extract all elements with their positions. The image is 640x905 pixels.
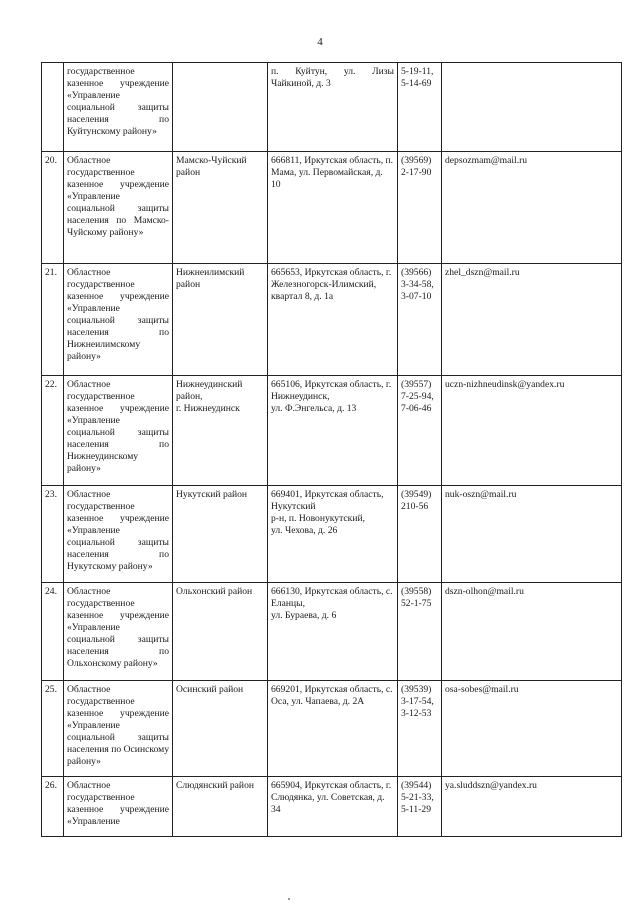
table-row <box>42 681 622 777</box>
institution-name: Областное государственное казенное учреждение «Управление социальной защиты населения по Мамско-Чуйскому району» <box>64 152 173 264</box>
institution-name: Областное государственное казенное учреждение «Управление социальной защиты населения по Нижнеилимскому району» <box>64 264 173 376</box>
phone: (39549) 210-56 <box>398 486 442 583</box>
table-row <box>42 777 622 837</box>
district-name: Слюдянский район <box>173 777 268 837</box>
district-name: Осинский район <box>173 681 268 777</box>
row-number: 24. <box>42 583 64 681</box>
phone: (39558) 52-1-75 <box>398 583 442 681</box>
phone: (39539) 3-17-54, 3-12-53 <box>398 681 442 777</box>
district-name: Нижнеилимский район <box>173 264 268 376</box>
table-row <box>42 376 622 486</box>
address: 665653, Иркутская область, г. Железногорск-Илимский, квартал 8, д. 1а <box>268 264 398 376</box>
row-number: 25. <box>42 681 64 777</box>
phone: (39569) 2-17-90 <box>398 152 442 264</box>
row-number: 20. <box>42 152 64 264</box>
institutions-table <box>41 62 622 837</box>
email: osa-sobes@mail.ru <box>442 681 622 777</box>
address: 665904, Иркутская область, г. Слюдянка, ул. Советская, д. 34 <box>268 777 398 837</box>
email: nuk-oszn@mail.ru <box>442 486 622 583</box>
phone: (39544) 5-21-33, 5-11-29 <box>398 777 442 837</box>
email: depsozmam@mail.ru <box>442 152 622 264</box>
email: zhel_dszn@mail.ru <box>442 264 622 376</box>
table-row <box>42 264 622 376</box>
address: 669401, Иркутская область, Нукутский р-н, п. Новонукутский, ул. Чехова, д. 26 <box>268 486 398 583</box>
institution-name: Областное государственное казенное учреждение «Управление социальной защиты населения по Осинскому району» <box>64 681 173 777</box>
table-row <box>42 583 622 681</box>
phone: 5-19-11, 5-14-69 <box>398 63 442 152</box>
row-number: 22. <box>42 376 64 486</box>
row-number <box>42 63 64 152</box>
district-name: Ольхонский район <box>173 583 268 681</box>
table-row <box>42 152 622 264</box>
row-number: 23. <box>42 486 64 583</box>
table-row <box>42 63 622 152</box>
email <box>442 63 622 152</box>
table-row <box>42 486 622 583</box>
email: dszn-olhon@mail.ru <box>442 583 622 681</box>
address: 666130, Иркутская область, с. Еланцы, ул. Бураева, д. 6 <box>268 583 398 681</box>
address: 665106, Иркутская область, г. Нижнеудинск, ул. Ф.Энгельса, д. 13 <box>268 376 398 486</box>
address: 669201, Иркутская область, с. Оса, ул. Чапаева, д. 2А <box>268 681 398 777</box>
phone: (39566) 3-34-58, 3-07-10 <box>398 264 442 376</box>
institution-name: Областное государственное казенное учреждение «Управление социальной защиты населения по Нукутскому району» <box>64 486 173 583</box>
institution-name: Областное государственное казенное учреждение «Управление социальной защиты населения по Нижнеудинскому району» <box>64 376 173 486</box>
row-number: 26. <box>42 777 64 837</box>
page-number: 4 <box>317 36 323 48</box>
district-name: Нукутский район <box>173 486 268 583</box>
scan-speck <box>288 898 290 900</box>
institution-name: Областное государственное казенное учреждение «Управление социальной защиты населения по Ольхонскому району» <box>64 583 173 681</box>
address: 666811, Иркутская область, п. Мама, ул. Первомайская, д. 10 <box>268 152 398 264</box>
address: п. Куйтун, ул. Лизы Чайкиной, д. 3 <box>268 63 398 152</box>
district-name: Мамско-Чуйский район <box>173 152 268 264</box>
phone: (39557) 7-25-94, 7-06-46 <box>398 376 442 486</box>
email: uczn-nizhneudinsk@yandex.ru <box>442 376 622 486</box>
district-name <box>173 63 268 152</box>
row-number: 21. <box>42 264 64 376</box>
email: ya.sluddszn@yandex.ru <box>442 777 622 837</box>
institution-name: Областное государственное казенное учреждение «Управление <box>64 777 173 837</box>
institution-name: государственное казенное учреждение «Управление социальной защиты населения по Куйтунскому району» <box>64 63 173 152</box>
district-name: Нижнеудинский район, г. Нижнеудинск <box>173 376 268 486</box>
